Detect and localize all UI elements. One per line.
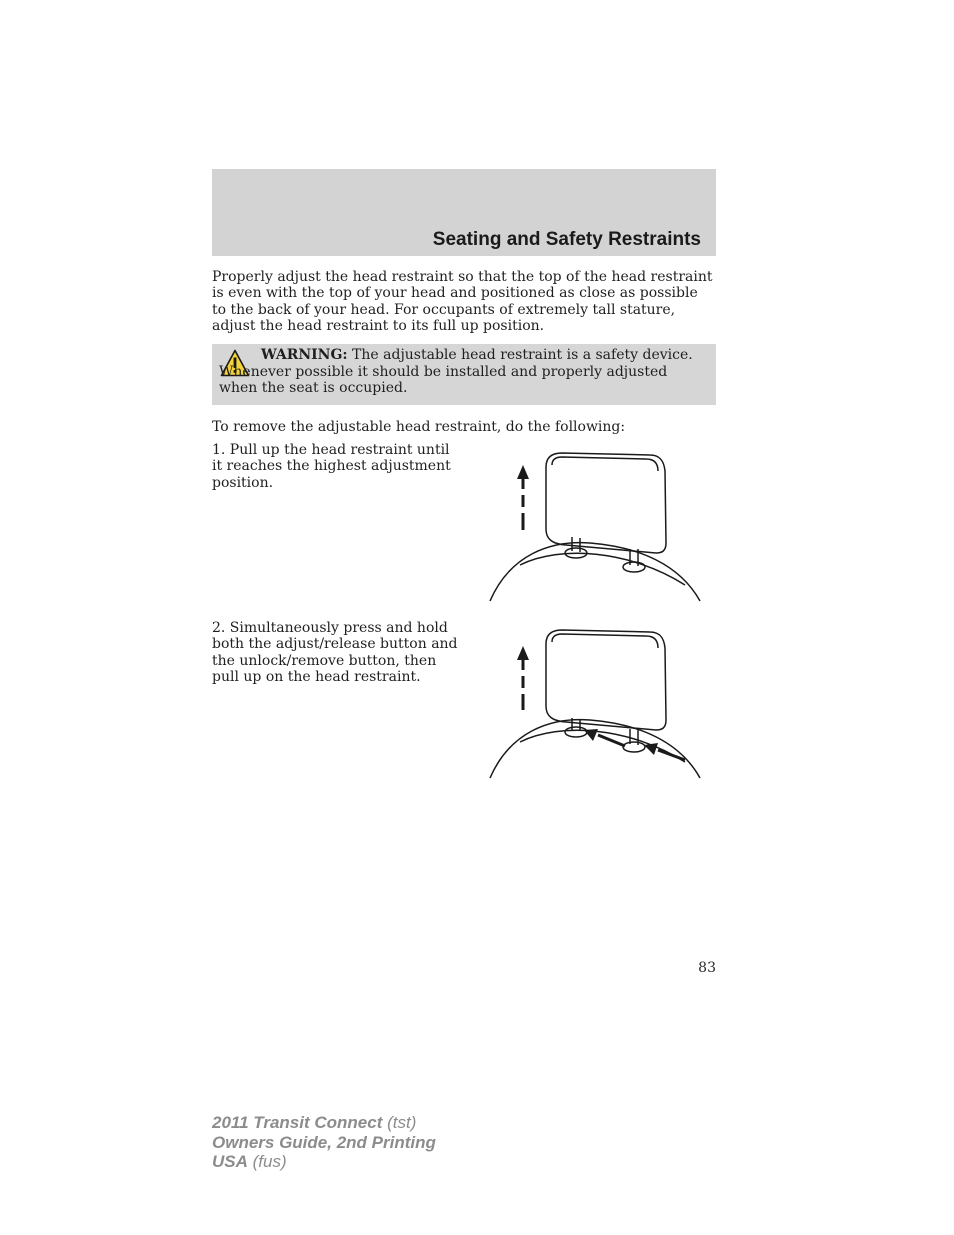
intro-paragraph: Properly adjust the head restraint so that the top of the head restraint is even with the top of your head and positioned as close as possible to the back of your head. For occupants of extremely tall stature, adjust the head restraint to its full up position.: [212, 269, 713, 334]
warning-body: The adjustable head restraint is a safety device. Whenever possible it should be installed and properly adjusted when the seat is occupied.: [219, 347, 693, 396]
footer-market-code: (fus): [247, 1152, 287, 1171]
page-number: 83: [698, 960, 716, 976]
footer-line-3: [212, 1152, 436, 1172]
footer-market: USA: [212, 1152, 248, 1171]
warning-label: WARNING:: [261, 347, 348, 363]
warning-text: [219, 347, 704, 397]
footer-model: 2011 Transit Connect: [212, 1113, 383, 1132]
section-header: [212, 169, 716, 256]
warning-box: [212, 344, 716, 405]
step-1-text: 1. Pull up the head restraint until it reaches the highest adjustment position.: [212, 442, 451, 491]
footer-line-1: [212, 1113, 436, 1133]
step-2-text: 2. Simultaneously press and hold both the adjust/release button and the unlock/remove button, then pull up on the head restraint.: [212, 620, 458, 685]
footer-line-2: [212, 1133, 436, 1153]
document-footer: [212, 1113, 436, 1172]
head-restraint-press-buttons-illustration: [480, 622, 710, 782]
footer-printing: Owners Guide, 2nd Printing: [212, 1132, 436, 1152]
section-title: Seating and Safety Restraints: [432, 229, 701, 250]
head-restraint-pull-up-illustration: [480, 445, 710, 605]
footer-model-code: (tst): [382, 1113, 417, 1132]
remove-instructions-intro: To remove the adjustable head restraint, do the following:: [212, 419, 626, 435]
